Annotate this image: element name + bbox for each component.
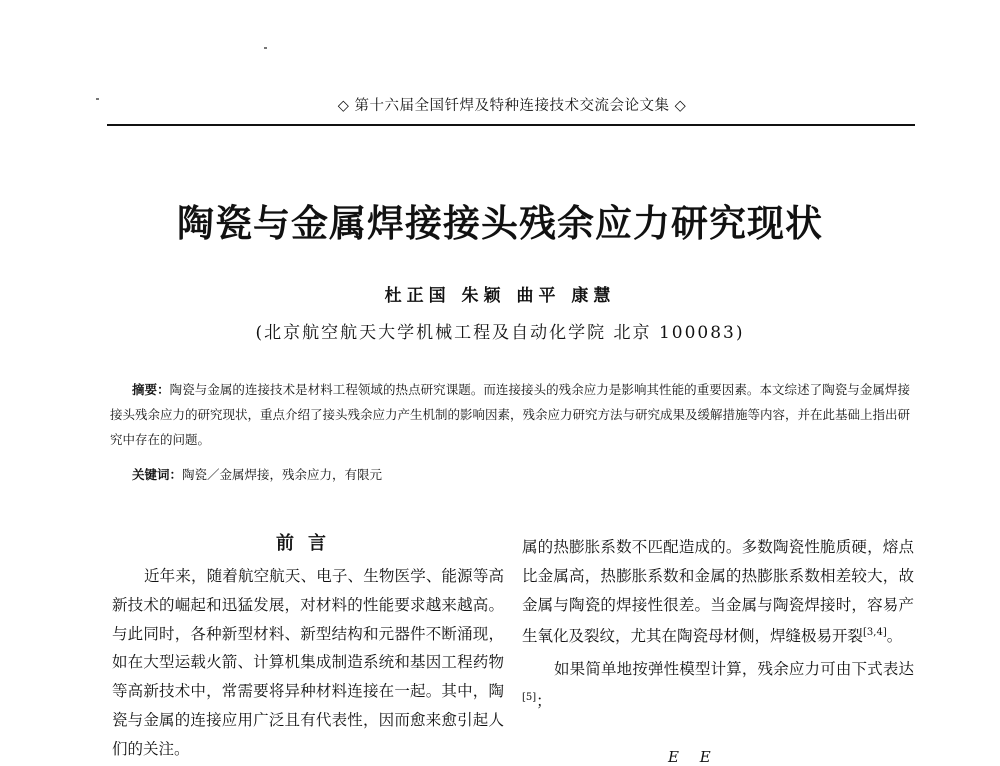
formula-partial: E E xyxy=(668,748,719,766)
citation-ref: [5] xyxy=(522,692,537,704)
paragraph-text: 属的热膨胀系数不匹配造成的。多数陶瓷性脆质硬，熔点比金属高，热膨胀系数和金属的热膨胀系数相差较大，故金属与陶瓷的焊接性很差。当金属与陶瓷焊接时，容易产生氧化及裂纹，尤其在陶瓷母材侧，焊缝极易开裂 xyxy=(522,538,914,646)
keywords-text: 陶瓷／金属焊接，残余应力，有限元 xyxy=(182,467,383,482)
keywords xyxy=(132,465,382,483)
citation-ref: [3,4] xyxy=(863,627,887,639)
body-paragraph: 近年来，随着航空航天、电子、生物医学、能源等高新技术的崛起和迅猛发展，对材料的性能要求越来越高。与此同时，各种新型材料、新型结构和元器件不断涌现，如在大型运载火箭、计算机集成制造系统和基因工程药物等高新技术中，常需要将异种材料连接在一起。其中，陶瓷与金属的连接应用广泛且有代表性，因而愈来愈引起人们的关注。 xyxy=(112,567,504,758)
left-column xyxy=(112,530,504,764)
running-header xyxy=(112,94,912,115)
diamond-icon: ◇ xyxy=(674,98,687,114)
header-rule xyxy=(107,124,915,126)
scan-speck xyxy=(96,98,99,100)
scan-speck xyxy=(264,47,267,49)
body-paragraph xyxy=(522,533,914,651)
section-heading: 前言 xyxy=(276,533,340,554)
body-paragraph xyxy=(522,655,914,716)
affiliation: (北京航空航天大学机械工程及自动化学院 北京 100083) xyxy=(255,323,745,343)
paragraph-end: 。 xyxy=(886,627,903,646)
paper-title: 陶瓷与金属焊接接头残余应力研究现状 xyxy=(177,202,823,245)
authors: 杜正国 朱颖 曲平 康慧 xyxy=(384,286,616,306)
diamond-icon: ◇ xyxy=(337,98,350,114)
abstract xyxy=(110,377,910,452)
right-column xyxy=(522,533,914,716)
paragraph-text: 如果简单地按弹性模型计算，残余应力可由下式表达 xyxy=(554,660,914,679)
abstract-label: 摘要： xyxy=(132,382,170,397)
paragraph-end: ； xyxy=(536,692,552,711)
keywords-label: 关键词： xyxy=(132,467,183,482)
running-header-text: 第十六届全国钎焊及特种连接技术交流会论文集 xyxy=(354,98,670,114)
abstract-text: 陶瓷与金属的连接技术是材料工程领域的热点研究课题。而连接接头的残余应力是影响其性能的重要因素。本文综述了陶瓷与金属焊接接头残余应力的研究现状，重点介绍了接头残余应力产生机制的影响因素，残余应力研究方法与研究成果及缓解措施等内容，并在此基础上指出研究中存在的问题。 xyxy=(110,382,911,447)
